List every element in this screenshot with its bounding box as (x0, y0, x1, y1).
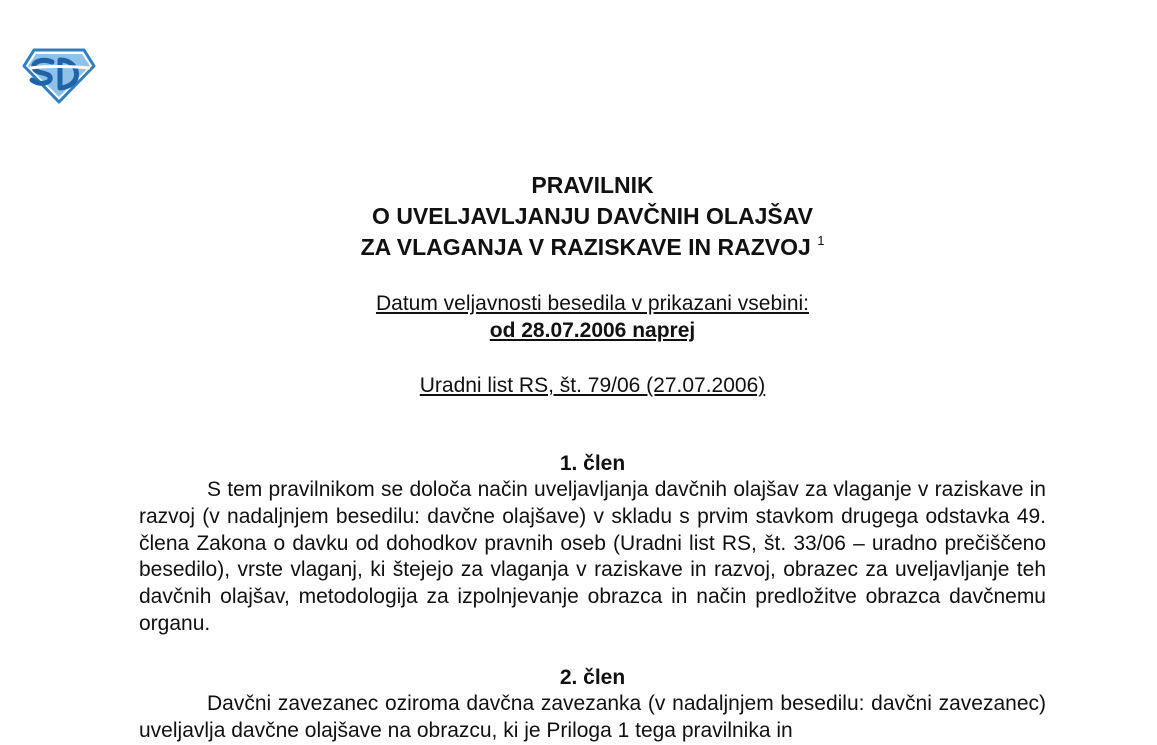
gazette-reference: Uradni list RS, št. 79/06 (27.07.2006) (419, 374, 766, 397)
footnote-mark[interactable]: 1 (817, 233, 825, 248)
title-line-2: O UVELJAVLJANJU DAVČNIH OLAJŠAV (372, 203, 813, 229)
validity-label: Datum veljavnosti besedila v prikazani vsebini: (375, 292, 810, 315)
article-title: 1. člen (559, 452, 626, 475)
document-title (0, 170, 1157, 263)
article-1 (139, 451, 1046, 638)
article-body: Davčni zavezanec oziroma davčna zavezanka (v nadaljnjem besedilu: davčni zavezanec) uveljavlja davčne olajšave na obrazcu, ki je Priloga 1 tega pravilnika in (139, 692, 1046, 742)
validity-date: od 28.07.2006 naprej (489, 319, 696, 342)
sd-logo-icon (22, 46, 96, 104)
article-body: S tem pravilnikom se določa način uveljavljanja davčnih olajšav za vlaganje v raziskave in razvoj (v nadaljnjem besedilu: davčne olajšave) v skladu s prvim stavkom drugega odstavka 49. člena Zakona o davku od dohodkov pravnih oseb (Uradni list RS, št. 33/06 – uradno prečiščeno besedilo), vrste vlaganj, ki štejejo za vlaganja v raziskave in razvoj, obrazec za uveljavljanje teh davčnih olajšav, metodologija za izpolnjevanje obrazca in način predložitve obrazca davčnemu organu. (139, 478, 1046, 635)
article-2 (139, 665, 1046, 745)
title-line-3 (0, 232, 1157, 263)
title-line-3-text: ZA VLAGANJA V RAZISKAVE IN RAZVOJ (360, 234, 811, 260)
title-line-1: PRAVILNIK (531, 172, 654, 198)
validity-notice (0, 290, 1157, 344)
article-title: 2. člen (559, 666, 626, 689)
